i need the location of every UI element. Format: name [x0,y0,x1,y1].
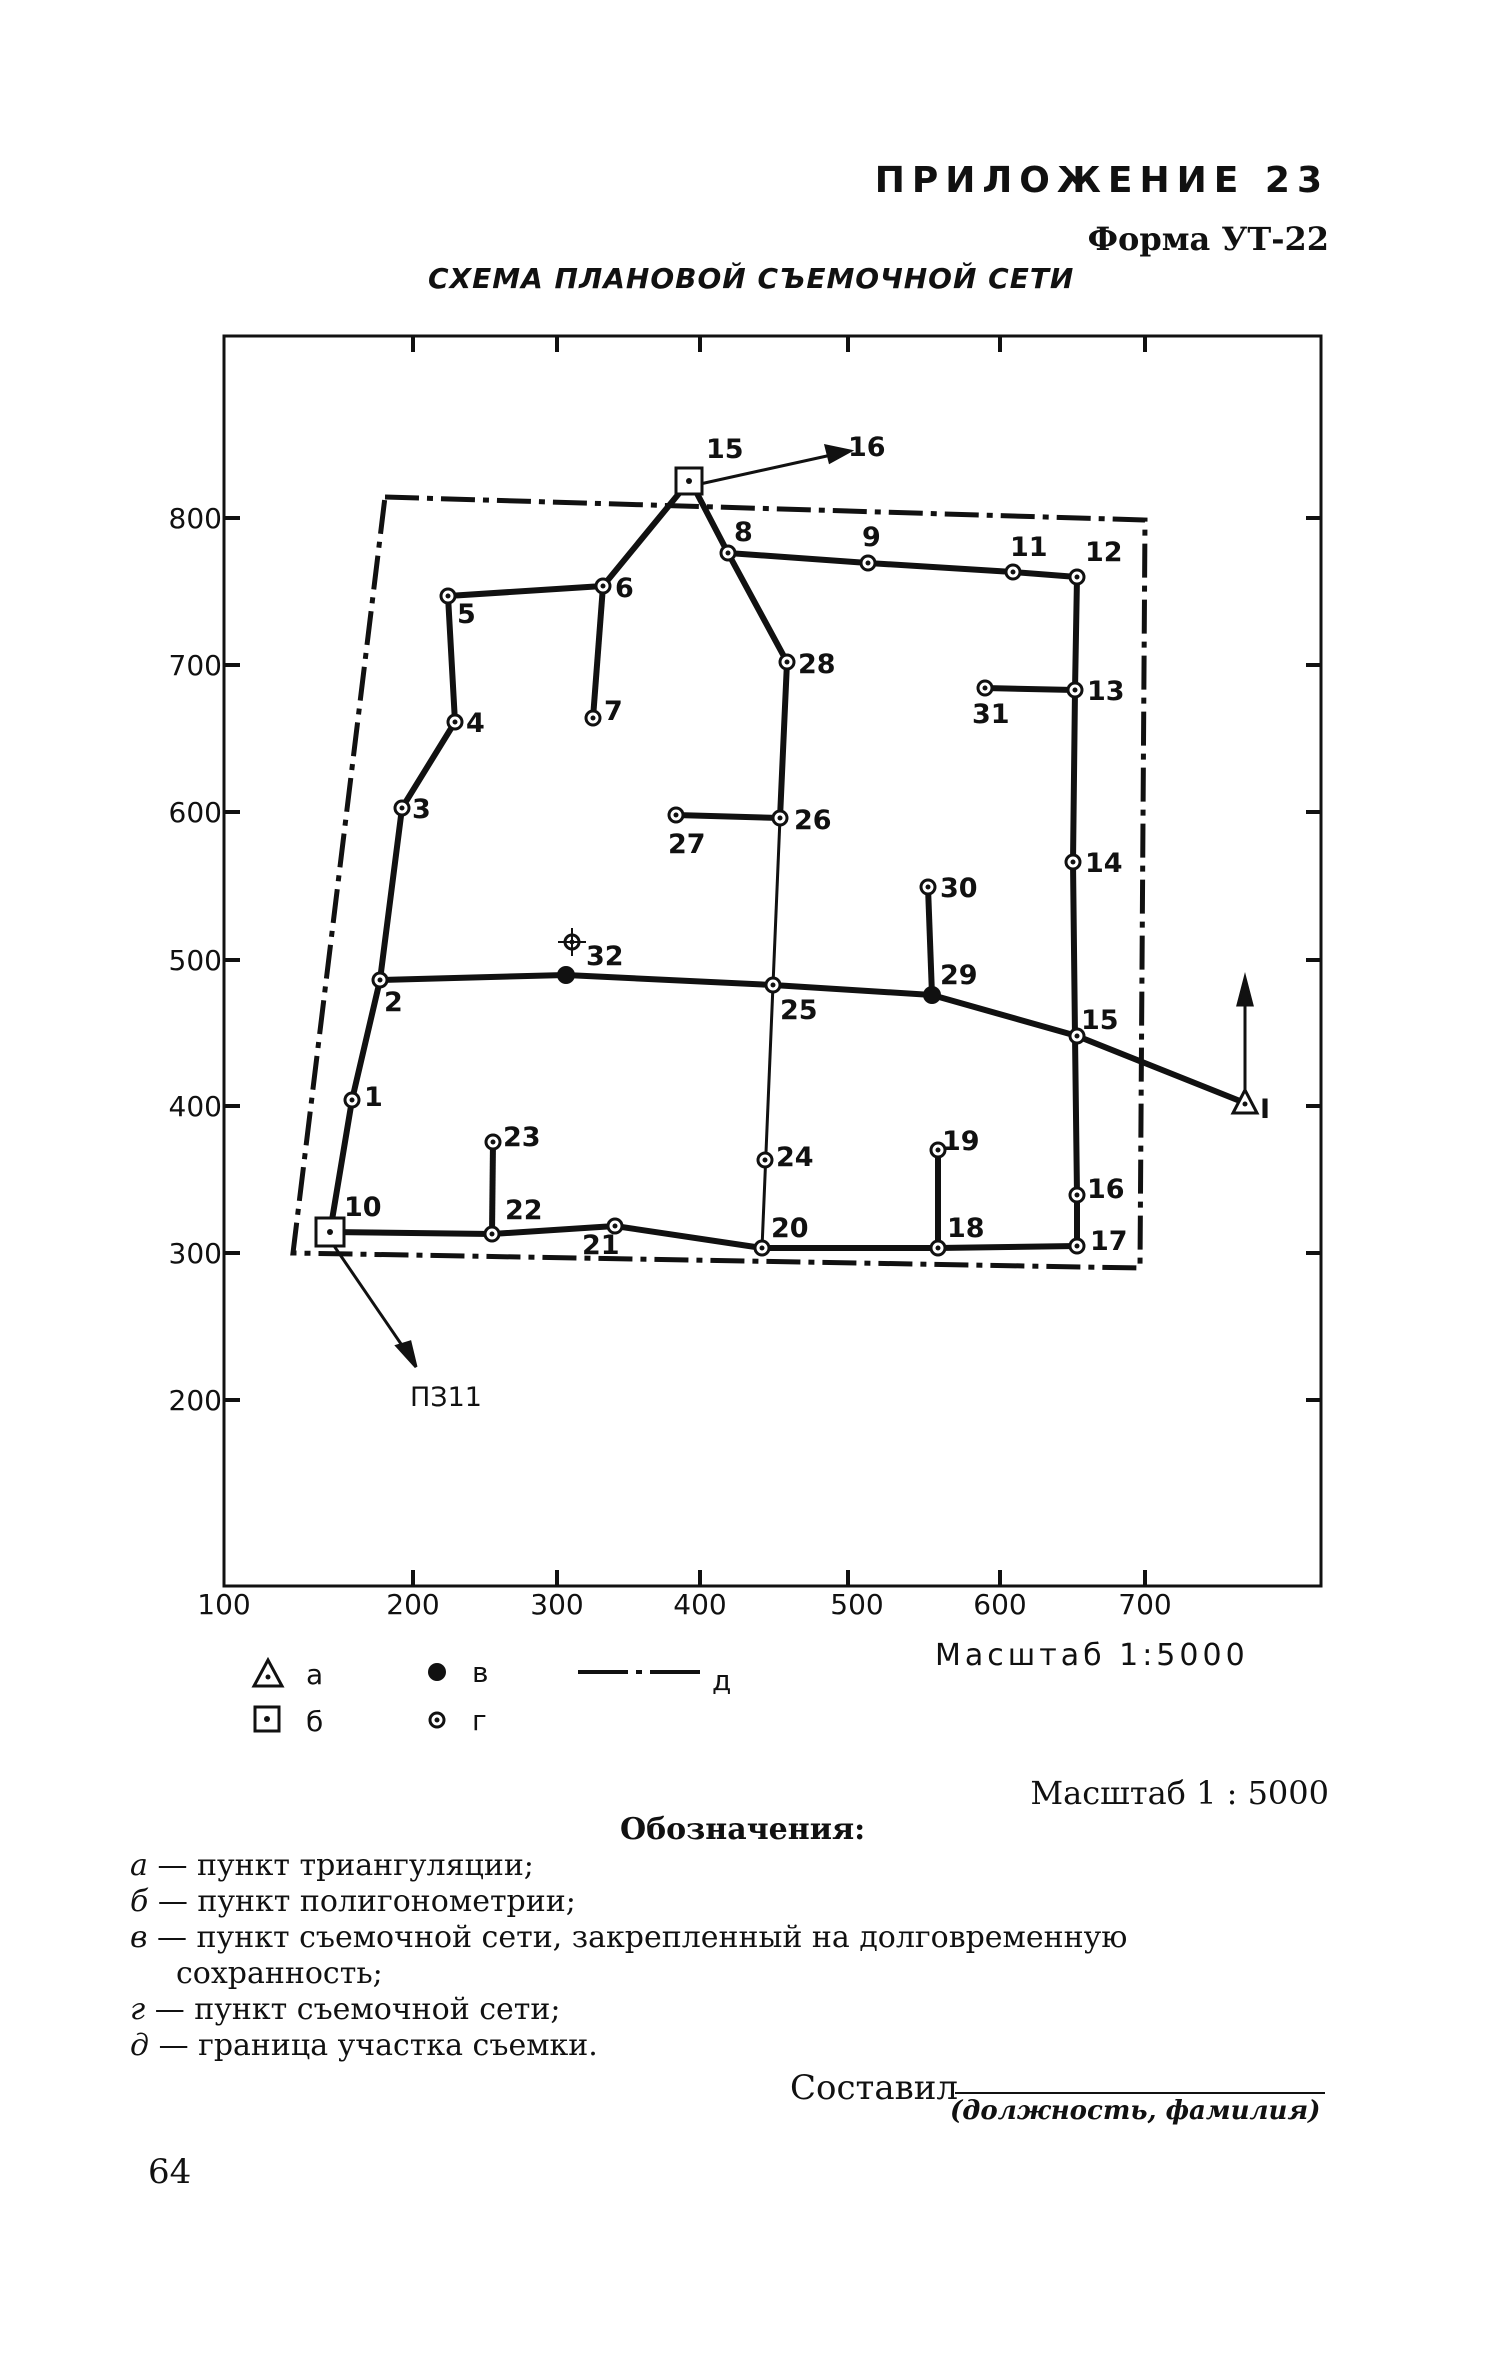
form-number: Форма УТ-22 [1087,220,1329,258]
point-label: 17 [1090,1226,1128,1257]
point-label: 16 [1087,1174,1125,1205]
point-label: 23 [503,1122,541,1153]
thin-traverse-lines [762,818,780,1248]
point-label: ПЗ11 [410,1382,482,1413]
point-label: 32 [586,941,624,972]
y-tick-label: 500 [168,944,222,977]
legend-item: г — пункт съемочной сети; [130,1992,561,2027]
point-label: 24 [776,1142,814,1173]
point-label: 21 [582,1230,620,1261]
y-tick-label: 300 [168,1237,222,1270]
inline-legend [254,1656,731,1738]
point-label: 16 [848,432,886,463]
point-32-cross [558,928,586,956]
legend-item: в — пункт съемочной сети, закрепленный на долговременную сохранность; [130,1920,1128,1991]
page-number: 64 [148,2152,192,2192]
survey-network-diagram [0,300,1499,1780]
point-label: 15 [706,434,744,465]
point-label: 6 [615,573,634,604]
point-label: 14 [1085,848,1123,879]
legend-list [130,1848,1340,2064]
signature-line [955,2092,1325,2094]
point-label: 18 [947,1213,985,1244]
x-tick-label: 400 [673,1588,727,1621]
point-label: 20 [771,1213,809,1244]
legend-key: д [712,1664,732,1697]
legend-heading: Обозначения: [620,1812,866,1847]
point-label: 1 [364,1082,383,1113]
inline-scale: Масштаб 1:5000 [935,1638,1249,1673]
x-tick-label: 100 [197,1588,251,1621]
point-label: 22 [505,1195,543,1226]
point-label: 27 [668,829,706,860]
legend-key: г [472,1704,487,1737]
x-tick-label: 500 [830,1588,884,1621]
point-label: 2 [384,987,403,1018]
legend-key: б [306,1705,324,1738]
survey-boundary [293,497,1145,1268]
compiled-by-label: Составил [790,2068,959,2108]
appendix-heading: ПРИЛОЖЕНИЕ 23 [874,160,1329,201]
point-label: 4 [466,708,485,739]
point-label: 30 [940,873,978,904]
plot-frame [224,336,1321,1586]
point-label: 12 [1085,537,1123,568]
point-label: 28 [798,649,836,680]
point-label: 9 [862,522,881,553]
point-label: 15 [1081,1005,1119,1036]
point-label: 31 [972,699,1010,730]
point-label: 10 [344,1192,382,1223]
y-tick-label: 400 [168,1090,222,1123]
point-label: 3 [412,794,431,825]
point-label: 29 [940,960,978,991]
point-label: I [1260,1094,1271,1125]
x-tick-label: 600 [973,1588,1027,1621]
signature-caption: (должность, фамилия) [950,2096,1321,2126]
x-tick-label: 200 [386,1588,440,1621]
y-tick-label: 600 [168,796,222,829]
point-label: 8 [734,517,753,548]
y-tick-label: 800 [168,502,222,535]
y-tick-label: 200 [168,1384,222,1417]
point-label: 5 [457,599,476,630]
y-tick-label: 700 [168,649,222,682]
point-label: 11 [1010,532,1048,563]
legend-item: а — пункт триангуляции; [130,1848,534,1883]
point-label: 26 [794,805,832,836]
point-label: 7 [604,696,623,727]
legend-item: б — пункт полигонометрии; [130,1884,576,1919]
point-label: 13 [1087,676,1125,707]
legend-key: в [472,1656,489,1689]
scale-label: Масштаб 1 : 5000 [1030,1774,1329,1812]
frame-ticks [224,336,1321,1586]
x-tick-label: 300 [530,1588,584,1621]
legend-item: д — граница участка съемки. [130,2028,598,2063]
diagram-title: СХЕМА ПЛАНОВОЙ СЪЕМОЧНОЙ СЕТИ [428,262,1075,295]
legend-key: а [306,1658,324,1691]
point-label: 25 [780,995,818,1026]
point-label: 19 [942,1126,980,1157]
x-tick-label: 700 [1118,1588,1172,1621]
